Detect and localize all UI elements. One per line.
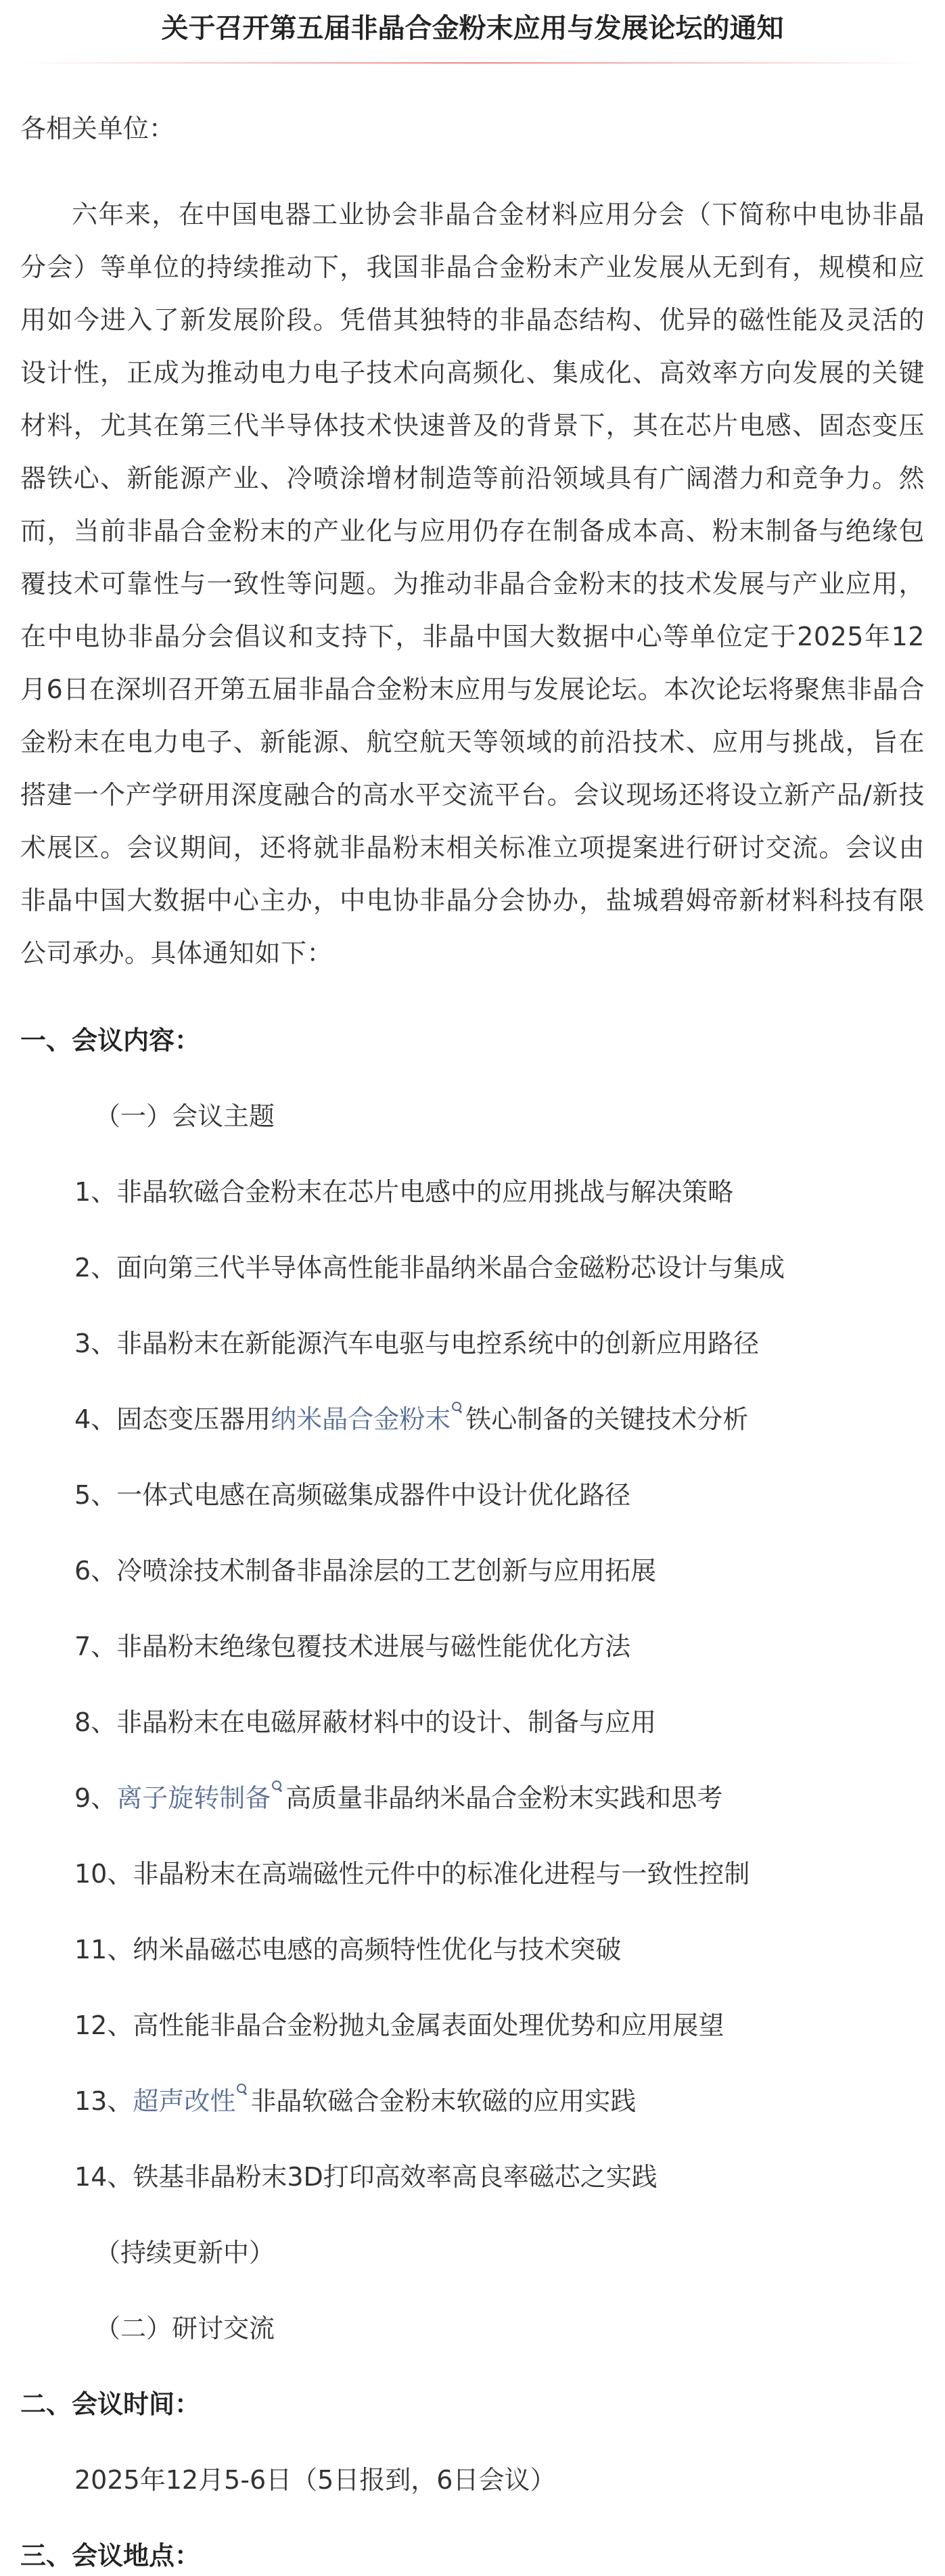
- topic-list: [20, 1172, 925, 2197]
- ongoing-note: （持续更新中）: [95, 2238, 275, 2268]
- topic-item: [20, 2005, 925, 2046]
- sub-heading-discussion: （二）研讨交流: [95, 2314, 275, 2343]
- topic-text: 6、冷喷涂技术制备非晶涂层的工艺创新与应用拓展: [74, 1556, 657, 1586]
- topic-item: [20, 1626, 925, 1667]
- topic-item: [20, 2081, 925, 2121]
- topic-item: [20, 1247, 925, 1288]
- topic-item: [20, 1702, 925, 1743]
- search-icon[interactable]: [451, 1400, 463, 1415]
- topic-item: [20, 1399, 925, 1440]
- topic-item: [20, 1929, 925, 1970]
- meeting-time: 2025年12月5-6日（5日报到，6日会议）: [74, 2465, 556, 2495]
- topic-text: 4、固态变压器用: [74, 1404, 271, 1434]
- topic-text: 5、一体式电感在高频磁集成器件中设计优化路径: [74, 1480, 631, 1510]
- intro-paragraph: 六年来，在中国电器工业协会非晶合金材料应用分会（下简称中电协非晶分会）等单位的持续推动下，我国非晶合金粉末产业发展从无到有，规模和应用如今进入了新发展阶段。凭借其独特的非晶态结构、优异的磁性能及灵活的设计性，正成为推动电力电子技术向高频化、集成化、高效率方向发展的关键材料，尤其在第三代半导体技术快速普及的背景下，其在芯片电感、固态变压器铁心、新能源产业、冷喷涂增材制造等前沿领域具有广阔潜力和竞争力。然而，当前非晶合金粉末的产业化与应用仍存在制备成本高、粉末制备与绝缘包覆技术可靠性与一致性等问题。为推动非晶合金粉末的技术发展与产业应用，在中电协非晶分会倡议和支持下，非晶中国大数据中心等单位定于2025年12月6日在深圳召开第五届非晶合金粉末应用与发展论坛。本次论坛将聚焦非晶合金粉末在电力电子、新能源、航空航天等领域的前沿技术、应用与挑战，旨在搭建一个产学研用深度融合的高水平交流平台。会议现场还将设立新产品/新技术展区。会议期间，还将就非晶粉末相关标准立项提案进行研讨交流。会议由非晶中国大数据中心主办，中电协非晶分会协办，盐城碧姆帝新材料科技有限公司承办。具体通知如下：: [20, 200, 925, 968]
- keyword-link[interactable]: 离子旋转制备: [116, 1783, 271, 1813]
- topic-text: 11、纳米晶磁芯电感的高频特性优化与技术突破: [74, 1935, 622, 1964]
- topic-text-suffix: 非晶软磁合金粉末软磁的应用实践: [250, 2086, 637, 2116]
- topic-text: 7、非晶粉末绝缘包覆技术进展与磁性能优化方法: [74, 1632, 631, 1661]
- topic-item: [20, 2157, 925, 2197]
- title-divider: [20, 62, 925, 64]
- topic-text: 1、非晶软磁合金粉末在芯片电感中的应用挑战与解决策略: [74, 1177, 734, 1207]
- search-icon[interactable]: [235, 2082, 248, 2097]
- topic-text: 12、高性能非晶合金粉抛丸金属表面处理优势和应用展望: [74, 2010, 724, 2040]
- topic-item: [20, 1778, 925, 1818]
- keyword-link[interactable]: 超声改性: [133, 2086, 236, 2116]
- keyword-link[interactable]: 纳米晶合金粉末: [271, 1404, 451, 1434]
- greeting: 各相关单位：: [20, 114, 175, 143]
- topic-item: [20, 1550, 925, 1591]
- topic-item: [20, 1323, 925, 1364]
- section-heading-time: 二、会议时间：: [20, 2389, 201, 2419]
- topic-text-suffix: 高质量非晶纳米晶合金粉末实践和思考: [285, 1783, 723, 1813]
- sub-heading-theme: （一）会议主题: [95, 1101, 275, 1131]
- section-heading-location: 三、会议地点：: [20, 2541, 201, 2571]
- topic-text: 10、非晶粉末在高端磁性元件中的标准化进程与一致性控制: [74, 1859, 750, 1889]
- topic-text: 9、: [74, 1783, 117, 1813]
- topic-text: 3、非晶粉末在新能源汽车电驱与电控系统中的创新应用路径: [74, 1329, 760, 1358]
- topic-text: 8、非晶粉末在电磁屏蔽材料中的设计、制备与应用: [74, 1707, 657, 1737]
- search-icon[interactable]: [271, 1779, 283, 1794]
- topic-item: [20, 1854, 925, 1894]
- topic-text: 14、铁基非晶粉末3D打印高效率高良率磁芯之实践: [74, 2162, 658, 2192]
- topic-item: [20, 1475, 925, 1515]
- topic-text-suffix: 铁心制备的关键技术分析: [465, 1404, 749, 1434]
- section-heading-content: 一、会议内容：: [20, 1026, 201, 1055]
- topic-item: [20, 1172, 925, 1212]
- article-title: 关于召开第五届非晶合金粉末应用与发展论坛的通知: [161, 13, 784, 44]
- topic-text: 13、: [74, 2086, 133, 2116]
- topic-text: 2、面向第三代半导体高性能非晶纳米晶合金磁粉芯设计与集成: [74, 1253, 785, 1283]
